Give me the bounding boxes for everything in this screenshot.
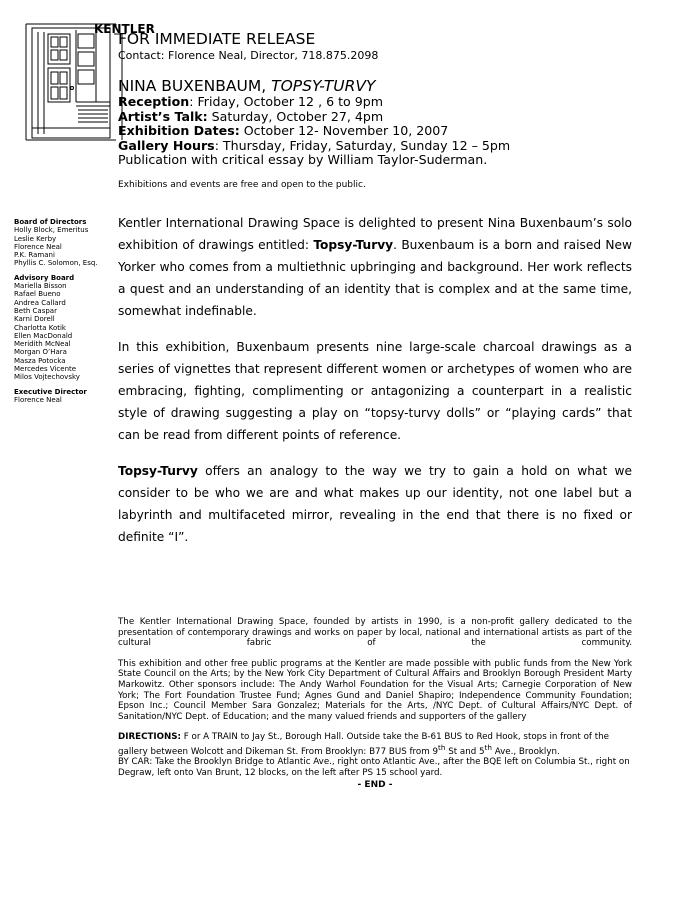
- contact-line: Contact: Florence Neal, Director, 718.875.2098: [118, 49, 379, 62]
- press-release-body: [118, 212, 632, 562]
- artist-talk-label: Artist’s Talk:: [118, 108, 208, 124]
- logo-lettering: KENTLER: [94, 22, 155, 36]
- directions-label: DIRECTIONS:: [118, 732, 181, 743]
- free-admission-note: Exhibitions and events are free and open to the public.: [118, 179, 366, 190]
- paragraph-analogy: [118, 460, 632, 548]
- sidebar: [14, 218, 114, 410]
- release-heading: FOR IMMEDIATE RELEASE: [118, 30, 316, 48]
- board-member: Florence Neal: [14, 242, 62, 251]
- press-header: [118, 30, 678, 191]
- intro-title-bold: Topsy-Turvy: [313, 238, 394, 252]
- board-member: Phyllis C. Solomon, Esq.: [14, 259, 98, 268]
- advisory-member: Rafael Bueno: [14, 290, 61, 299]
- publication-line: Publication with critical essay by William Taylor-Suderman.: [118, 152, 488, 168]
- board-member: Holly Block, Emeritus: [14, 226, 89, 235]
- transit-text: Ave., Brooklyn.: [491, 746, 560, 757]
- advisory-member: Mercedes Vicente: [14, 365, 77, 374]
- exhibition-dates-label: Exhibition Dates:: [118, 123, 240, 139]
- artist-name: NINA BUXENBAUM,: [118, 77, 267, 95]
- board-of-directors-section: [14, 218, 114, 268]
- advisory-member: Mariella Bisson: [14, 282, 67, 291]
- transit-text: St and 5: [445, 746, 485, 757]
- gallery-hours-value: : Thursday, Friday, Saturday, Sunday 12 – 5pm: [214, 137, 511, 153]
- executive-director-title: Executive Director: [14, 387, 87, 396]
- funding-note: This exhibition and other free public programs at the Kentler are made possible with public funds from the New York State Council on the Arts; by the New York City Department of Cultural Affairs and Brooklyn Borough President Marty Markowitz. Other sponsors include: The Andy Warhol Foundation for the Visual Arts; Carnegie Corporation of New York; The Fort Foundation Trustee Fund; Agnes Gund and Daniel Shapiro; Independence Community Foundation; Epson Inc.; Council Member Sara Gonzalez; Materials for the Arts, /NYC Dept. of Cultural Affairs/NYC Dept. of Sanitation/NYC Dept. of Education; and the many valued friends and supporters of the gallery: [118, 658, 632, 722]
- exhibition-title-line: [118, 77, 678, 95]
- intro-text: Kentler International Drawing Space is delighted to present Nina Buxenbaum’s solo exhibition of drawings entitled:: [118, 216, 632, 252]
- car-directions: BY CAR: Take the Brooklyn Bridge to Atlantic Ave., right onto Atlantic Ave., after the BQE left on Columbia St., right on Degraw, left onto Van Brunt, 12 blocks, on the left after PS 15 school yard.: [118, 757, 630, 779]
- board-of-directors-title: Board of Directors: [14, 218, 87, 226]
- analogy-text: offers an analogy to the way we try to gain a hold on what we consider to be who we are and what makes up our identity, not one label but a labyrinth and multifaceted mirror, revealing in the end that there is no fixed or definite “I”.: [118, 464, 632, 544]
- exhibition-dates-line: [118, 124, 678, 139]
- exhibition-dates-value: October 12- November 10, 2007: [239, 123, 449, 139]
- artist-talk-value: Saturday, October 27, 4pm: [207, 108, 384, 124]
- intro-text-cont: . Buxenbaum is a born and raised New Yorker who comes from a multiethnic upbringing and background. Her work reflects a quest and an understanding of an identity that is complex and at the same time, somewhat indefinable.: [118, 238, 632, 318]
- exhibition-title: TOPSY-TURVY: [271, 77, 376, 95]
- advisory-member: Milos Vojtechovsky: [14, 373, 80, 382]
- advisory-member: Morgan O’Hara: [14, 348, 67, 357]
- reception-line: [118, 95, 678, 110]
- advisory-member: Beth Caspar: [14, 306, 57, 315]
- analogy-title-bold: Topsy-Turvy: [118, 464, 198, 478]
- gallery-hours-line: [118, 139, 678, 154]
- advisory-member: Andrea Callard: [14, 298, 66, 307]
- paragraph-exhibition: In this exhibition, Buxenbaum presents nine large-scale charcoal drawings as a series of vignettes that represent different women or archetypes of women who are embracing, fighting, complimenting or antagonizing a counterpart in a realistic style of drawing suggesting a play on “topsy-turvy dolls” or “playing cards” that can be read from different points of reference.: [118, 340, 632, 442]
- advisory-board-title: Advisory Board: [14, 273, 75, 282]
- transit-directions: [118, 732, 632, 757]
- end-marker: - END -: [357, 779, 393, 790]
- about-kentler: The Kentler International Drawing Space, founded by artists in 1990, is a non-profit gallery dedicated to the presentation of contemporary drawings and works on paper by local, national and international artists as part of the cultural fabric of the community.: [118, 617, 632, 649]
- paragraph-intro: [118, 212, 632, 322]
- reception-value: : Friday, October 12 , 6 to 9pm: [189, 94, 384, 109]
- executive-director-name: Florence Neal: [14, 395, 62, 404]
- advisory-member: Ellen MacDonald: [14, 331, 73, 340]
- advisory-member: Charlotta Kotik: [14, 323, 66, 332]
- artist-talk-line: [118, 110, 678, 125]
- board-member: P.K. Ramani: [14, 251, 55, 260]
- ordinal-suffix: th: [437, 742, 446, 752]
- reception-label: Reception: [118, 94, 190, 109]
- gallery-hours-label: Gallery Hours: [118, 137, 215, 153]
- ordinal-suffix: th: [484, 742, 492, 752]
- executive-director-section: [14, 388, 114, 405]
- advisory-member: Karni Dorell: [14, 315, 55, 324]
- footer: [118, 617, 632, 790]
- board-member: Leslie Kerby: [14, 234, 57, 243]
- advisory-member: Masza Potocka: [14, 356, 66, 365]
- directions: [118, 732, 632, 778]
- advisory-board-section: [14, 274, 114, 382]
- transit-text: F or A TRAIN to Jay St., Borough Hall. Outside take the B-61 BUS to Red Hook, stops in front of the gallery between Wolcott and Dikeman St. From Brooklyn: B77 BUS from 9: [118, 732, 609, 757]
- advisory-member: Meridith McNeal: [14, 340, 71, 349]
